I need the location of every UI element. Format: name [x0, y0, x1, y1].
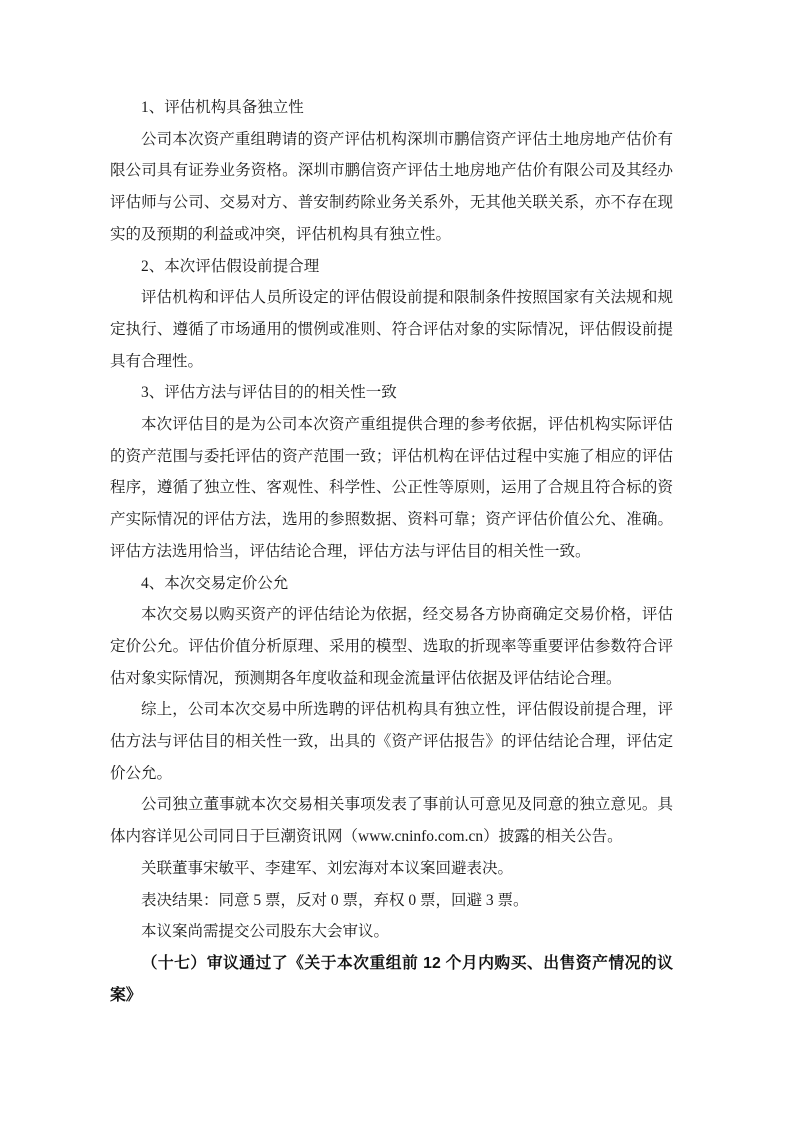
- paragraph-appraiser-independence: 公司本次资产重组聘请的资产评估机构深圳市鹏信资产评估土地房地产估价有限公司具有证券业务资格。深圳市鹏信资产评估土地房地产估价有限公司及其经办评估师与公司、交易对方、普安制药除业务关系外，无其他关联关系，亦不存在现实的及预期的利益或冲突，评估机构具有独立性。: [110, 130, 673, 243]
- paragraph-appraisal-assumptions: 评估机构和评估人员所设定的评估假设前提和限制条件按照国家有关法规和规定执行、遵循了市场通用的惯例或准则、符合评估对象的实际情况，评估假设前提具有合理性。: [110, 289, 673, 370]
- paragraph-independent-directors: 公司独立董事就本次交易相关事项发表了事前认可意见及同意的独立意见。具体内容详见公司同日于巨潮资讯网（www.cninfo.com.cn）披露的相关公告。: [110, 796, 673, 846]
- subheading-method-purpose-relevance: 3、评估方法与评估目的的相关性一致: [141, 384, 397, 402]
- paragraph-shareholder-meeting: 本议案尚需提交公司股东大会审议。: [141, 923, 390, 941]
- heading-item-17-agenda: （十七）审议通过了《关于本次重组前 12 个月内购买、出售资产情况的议案》: [110, 954, 673, 1004]
- paragraph-method-purpose-relevance: 本次评估目的是为公司本次资产重组提供合理的参考依据，评估机构实际评估的资产范围与委托评估的资产范围一致；评估机构在评估过程中实施了相应的评估程序，遵循了独立性、客观性、科学性、公正性等原则，运用了合规且符合标的资产实际情况的评估方法，选用的参照数据、资料可靠；资产评估价值公允、准确。评估方法选用恰当，评估结论合理，评估方法与评估目的相关性一致。: [110, 416, 673, 560]
- subheading-appraisal-assumptions: 2、本次评估假设前提合理: [141, 257, 320, 275]
- subheading-appraiser-independence: 1、评估机构具备独立性: [141, 99, 304, 116]
- subheading-fair-pricing: 4、本次交易定价公允: [141, 574, 289, 592]
- document-page: [110, 92, 673, 1011]
- paragraph-related-directors-abstain: 关联董事宋敏平、李建军、刘宏海对本议案回避表决。: [141, 859, 514, 877]
- paragraph-vote-result: 表决结果：同意 5 票，反对 0 票，弃权 0 票，回避 3 票。: [141, 891, 529, 909]
- paragraph-summary-conclusion: 综上，公司本次交易中所选聘的评估机构具有独立性，评估假设前提合理，评估方法与评估目的相关性一致，出具的《资产评估报告》的评估结论合理，评估定价公允。: [110, 701, 673, 782]
- paragraph-fair-pricing: 本次交易以购买资产的评估结论为依据，经交易各方协商确定交易价格，评估定价公允。评估价值分析原理、采用的模型、选取的折现率等重要评估参数符合评估对象实际情况，预测期各年度收益和现金流量评估依据及评估结论合理。: [110, 606, 673, 687]
